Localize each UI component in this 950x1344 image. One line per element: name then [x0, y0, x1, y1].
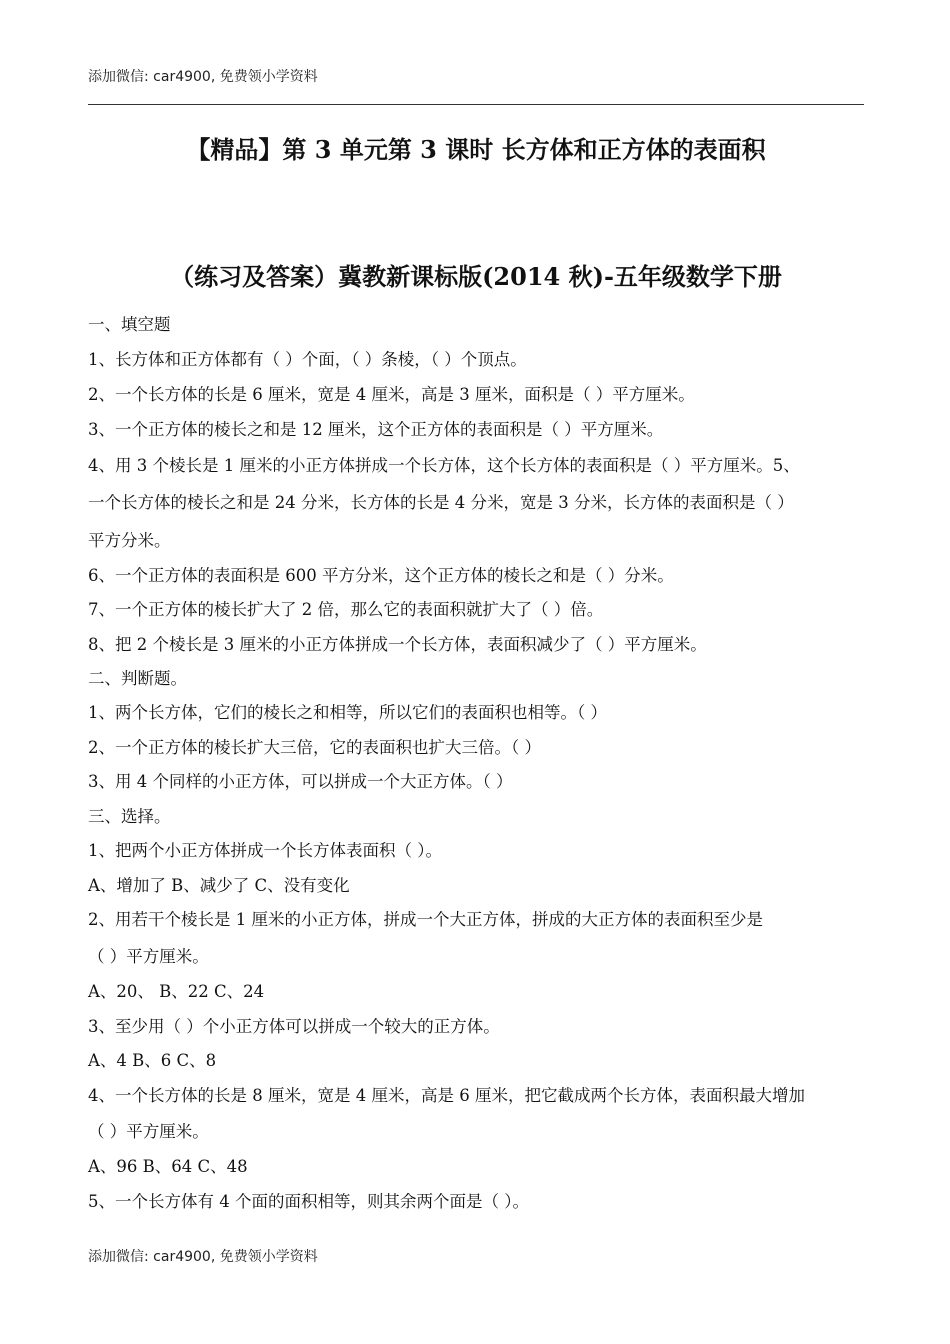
question-line: 3、一个正方体的棱长之和是 12 厘米，这个正方体的表面积是（ ）平方厘米。 [88, 420, 664, 439]
header-divider [88, 104, 864, 105]
question-line: （ ）平方厘米。 [88, 1122, 209, 1141]
question-line: 2、用若干个棱长是 1 厘米的小正方体，拼成一个大正方体，拼成的大正方体的表面积至少是 [88, 910, 763, 929]
question-line: 5、一个长方体有 4 个面的面积相等，则其余两个面是（ ）。 [88, 1192, 529, 1211]
question-line: 一个长方体的棱长之和是 24 分米，长方体的长是 4 分米，宽是 3 分米，长方体的表面积是（ ） [88, 493, 794, 512]
option-line: A、4 B、6 C、8 [88, 1051, 217, 1070]
question-line: 1、长方体和正方体都有（ ）个面，（ ）条棱，（ ）个顶点。 [88, 350, 527, 369]
title-line-2: （练习及答案）冀教新课标版(2014 秋)-五年级数学下册 [170, 262, 782, 291]
section-heading: 一、填空题 [88, 315, 171, 334]
question-line: 3、用 4 个同样的小正方体，可以拼成一个大正方体。（ ） [88, 772, 513, 791]
section-heading: 三、选择。 [88, 807, 171, 826]
question-line: 4、一个长方体的长是 8 厘米，宽是 4 厘米，高是 6 厘米，把它截成两个长方体，表面积最大增加 [88, 1086, 805, 1105]
question-line: （ ）平方厘米。 [88, 947, 209, 966]
question-line: 1、把两个小正方体拼成一个长方体表面积（ ）。 [88, 841, 442, 860]
option-line: A、20、 B、22 C、24 [88, 982, 265, 1001]
section-heading: 二、判断题。 [88, 669, 187, 688]
option-line: A、96 B、64 C、48 [88, 1157, 248, 1176]
question-line: 3、至少用（ ）个小正方体可以拼成一个较大的正方体。 [88, 1017, 500, 1036]
question-line: 平方分米。 [88, 531, 171, 550]
question-line: 1、两个长方体，它们的棱长之和相等，所以它们的表面积也相等。（ ） [88, 703, 607, 722]
option-line: A、增加了 B、减少了 C、没有变化 [88, 876, 350, 895]
question-line: 7、一个正方体的棱长扩大了 2 倍，那么它的表面积就扩大了（ ）倍。 [88, 600, 604, 619]
title-line-1: 【精品】第 3 单元第 3 课时 长方体和正方体的表面积 [186, 135, 766, 164]
question-line: 4、用 3 个棱长是 1 厘米的小正方体拼成一个长方体，这个长方体的表面积是（ ）平方厘米。5、 [88, 456, 800, 475]
question-line: 8、把 2 个棱长是 3 厘米的小正方体拼成一个长方体，表面积减少了（ ）平方厘米。 [88, 635, 707, 654]
question-line: 2、一个长方体的长是 6 厘米，宽是 4 厘米，高是 3 厘米，面积是（ ）平方厘米。 [88, 385, 695, 404]
header-note: 添加微信: car4900, 免费领小学资料 [88, 69, 318, 85]
footer-note: 添加微信: car4900, 免费领小学资料 [88, 1249, 318, 1265]
question-line: 6、一个正方体的表面积是 600 平方分米，这个正方体的棱长之和是（ ）分米。 [88, 566, 674, 585]
question-line: 2、一个正方体的棱长扩大三倍，它的表面积也扩大三倍。（ ） [88, 738, 541, 757]
